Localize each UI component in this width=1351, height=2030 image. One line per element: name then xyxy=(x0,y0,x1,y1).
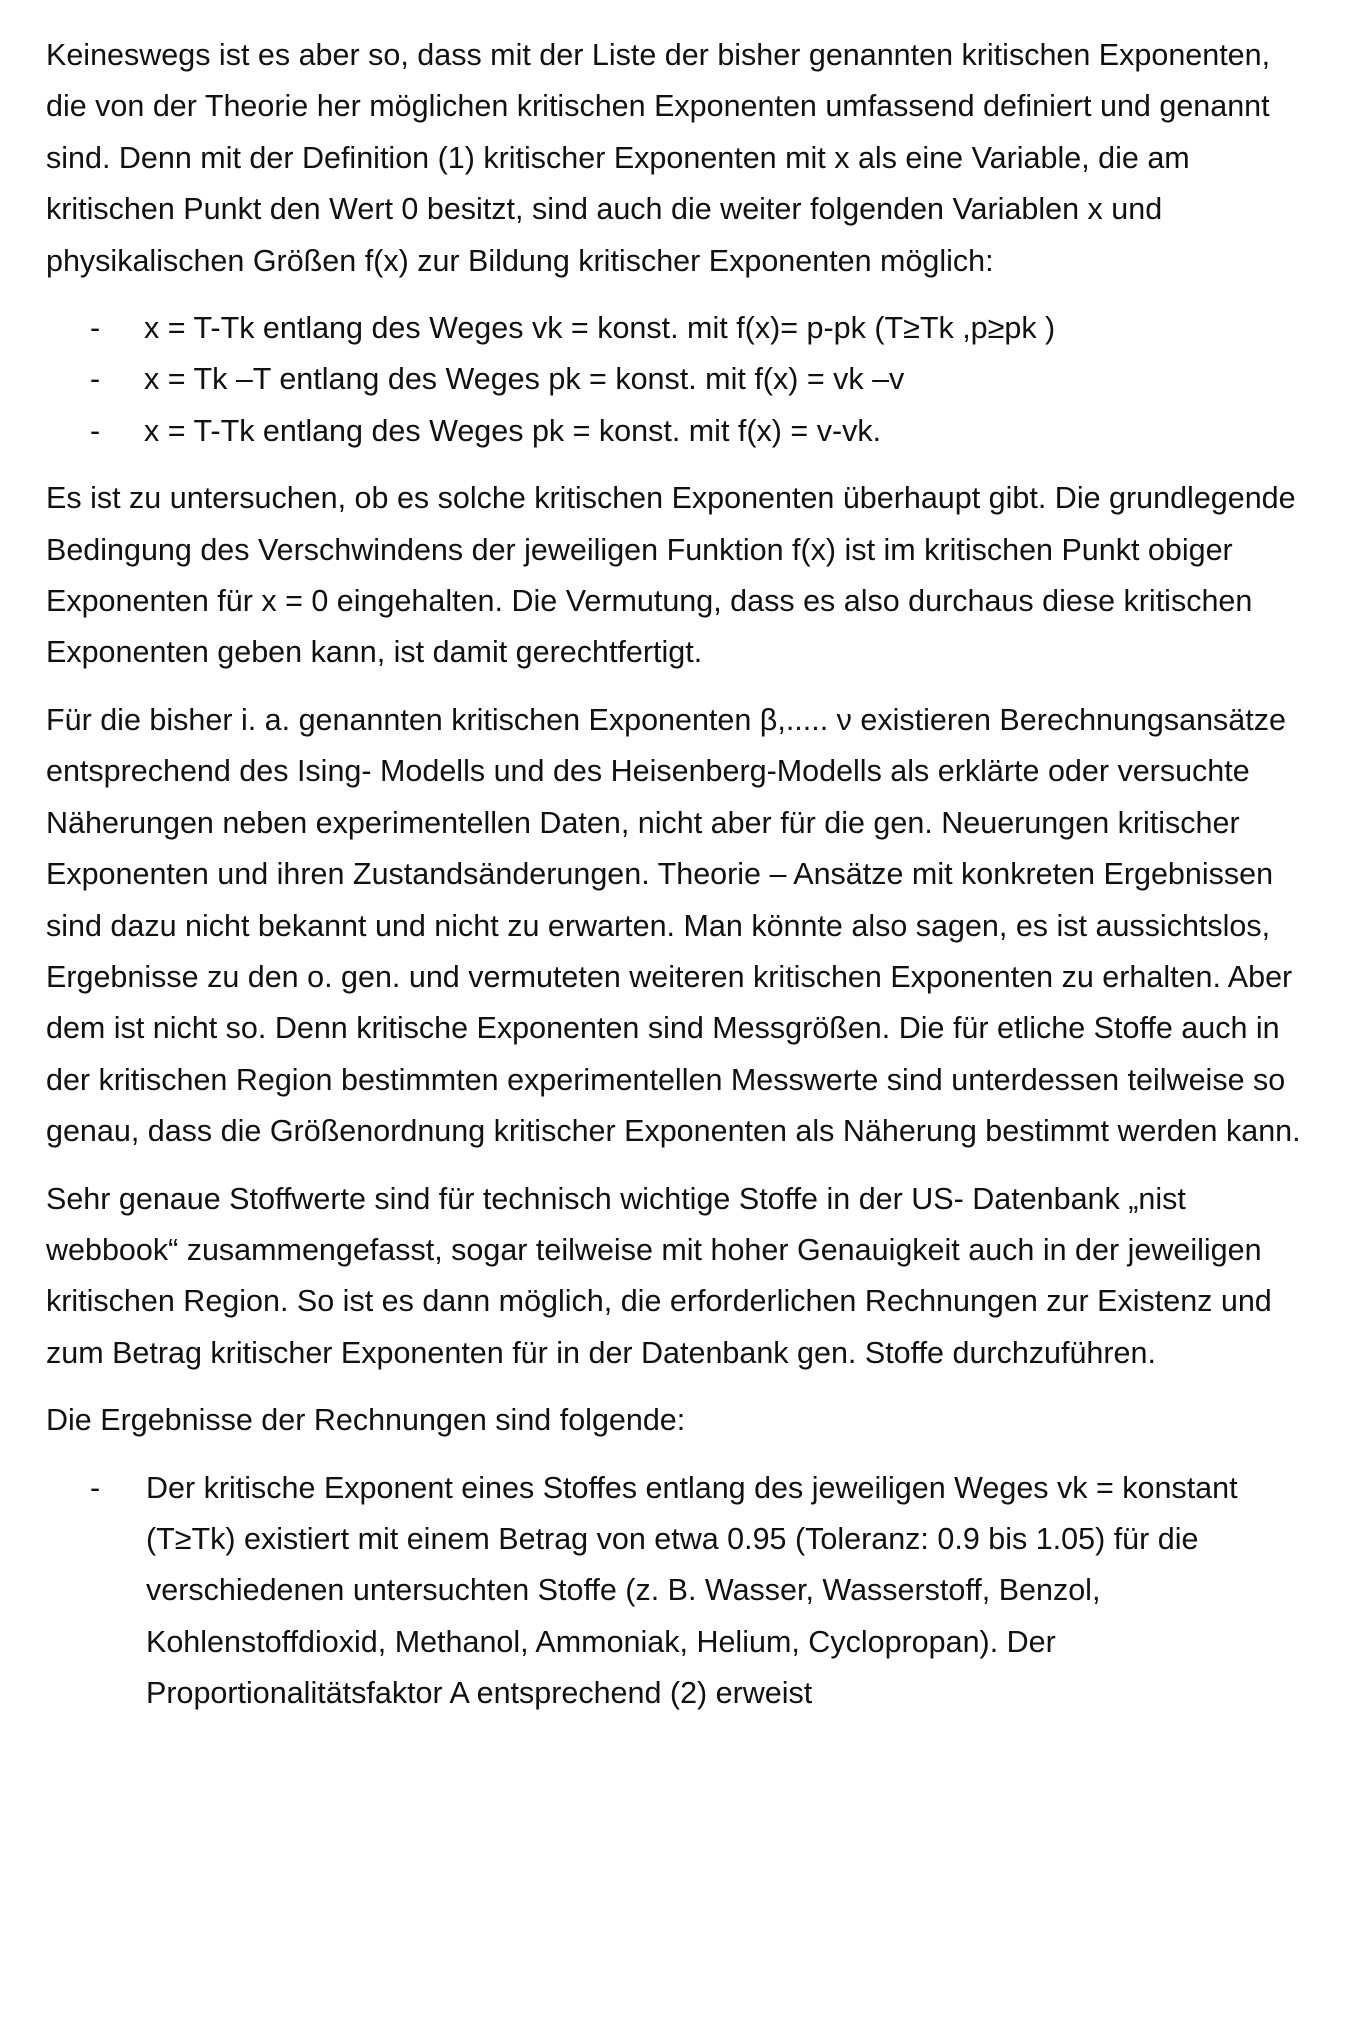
list-item xyxy=(46,303,1311,354)
list-item-text: x = T-Tk entlang des Weges vk = konst. mit f(x)= p-pk (T≥Tk ,p≥pk ) xyxy=(144,311,1056,346)
list-dash: - xyxy=(90,1470,101,1505)
paragraph-investigation: Es ist zu untersuchen, ob es solche kritischen Exponenten überhaupt gibt. Die grundlegende Bedingung des Verschwindens der jeweiligen Funktion f(x) ist im kritischen Punkt obiger Exponenten für x = 0 eingehalten. Die Vermutung, dass es also durchaus diese kritischen Exponenten geben kann, ist damit gerechtfertigt. xyxy=(46,481,1296,670)
list-item xyxy=(46,406,1311,457)
variable-definition-list xyxy=(46,303,1311,457)
list-dash: - xyxy=(90,413,101,448)
paragraph-approaches: Für die bisher i. a. genannten kritischen Exponenten β,..... ν existieren Berechnungsansätze entsprechend des Ising- Modells und des Heisenberg-Modells als erklärte oder versuchte Näherungen neben experimentellen Daten, nicht aber für die gen. Neuerungen kritischer Exponenten und ihren Zustandsänderungen. Theorie – Ansätze mit konkreten Ergebnissen sind dazu nicht bekannt und nicht zu erwarten. Man könnte also sagen, es ist aussichtslos, Ergebnisse zu den o. gen. und vermuteten weiteren kritischen Exponenten zu erhalten. Aber dem ist nicht so. Denn kritische Exponenten sind Messgrößen. Die für etliche Stoffe auch in der kritischen Region bestimmten experimentellen Messwerte sind unterdessen teilweise so genau, dass die Größenordnung kritischer Exponenten als Näherung bestimmt werden kann. xyxy=(46,702,1301,1149)
paragraph-intro: Keineswegs ist es aber so, dass mit der Liste der bisher genannten kritischen Exponenten, die von der Theorie her möglichen kritischen Exponenten umfassend definiert und genannt sind. Denn mit der Definition (1) kritischer Exponenten mit x als eine Variable, die am kritischen Punkt den Wert 0 besitzt, sind auch die weiter folgenden Variablen x und physikalischen Größen f(x) zur Bildung kritischer Exponenten möglich: xyxy=(46,38,1271,278)
list-item xyxy=(46,1463,1311,1720)
paragraph-results-intro: Die Ergebnisse der Rechnungen sind folgende: xyxy=(46,1403,686,1438)
list-item xyxy=(46,354,1311,405)
list-dash: - xyxy=(90,362,101,397)
list-item-text: Der kritische Exponent eines Stoffes entlang des jeweiligen Weges vk = konstant (T≥Tk) existiert mit einem Betrag von etwa 0.95 (Toleranz: 0.9 bis 1.05) für die verschiedenen untersuchten Stoffe (z. B. Wasser, Wasserstoff, Benzol, Kohlenstoffdioxid, Methanol, Ammoniak, Helium, Cyclopropan). Der Proportionalitätsfaktor A entsprechend (2) erweist xyxy=(146,1470,1238,1711)
list-item-text: x = Tk –T entlang des Weges pk = konst. mit f(x) = vk –v xyxy=(144,362,905,397)
list-dash: - xyxy=(90,311,101,346)
paragraph-database: Sehr genaue Stoffwerte sind für technisch wichtige Stoffe in der US- Datenbank „nist webbook“ zusammengefasst, sogar teilweise mit hoher Genauigkeit auch in der jeweiligen kritischen Region. So ist es dann möglich, die erforderlichen Rechnungen zur Existenz und zum Betrag kritischer Exponenten für in der Datenbank gen. Stoffe durchzuführen. xyxy=(46,1181,1272,1370)
list-item-text: x = T-Tk entlang des Weges pk = konst. mit f(x) = v-vk. xyxy=(144,413,882,448)
results-list xyxy=(46,1463,1311,1720)
